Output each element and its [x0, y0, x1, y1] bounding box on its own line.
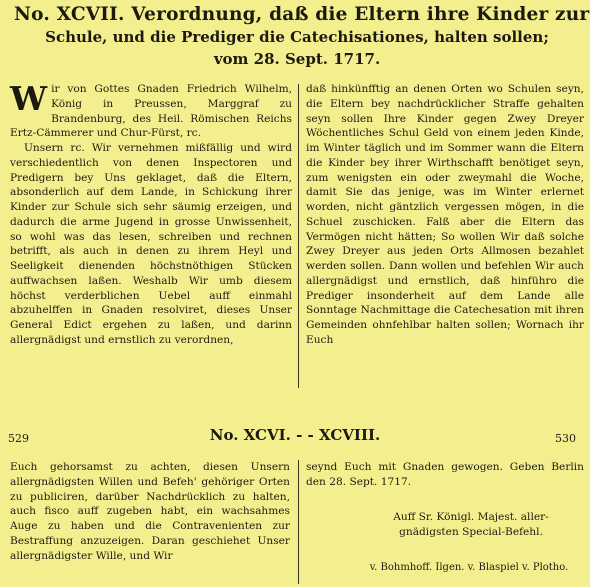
lower-right-column	[306, 460, 584, 490]
decree-title	[14, 4, 590, 70]
body-paragraph-1: Unsern rc. Wir vernehmen mißfällig und wird verschiedentlich von denen Inspectoren und Predigern bey Uns geklaget, daß die Eltern, absonderlich auf dem Lande, in Schickung ihrer Kinder zur Schule sich sehr säumig erzeigen, und dadurch die arme Jugend in grosse Unwissenheit, so wohl was das lesen, schreiben und rechnen betrifft, als auch in denen zu ihrem Heyl und Seeligkeit dienenden höchstnöthigen Stücken auffwachsen laßen. Weshalb Wir umb diesem höchst verderblichen Uebel auff einmahl abzuhelffen in Gnaden resolviret, dieses Unser General Edict ergehen zu laßen, und darinn allergnädigst und ernstlich zu verordnen,	[10, 142, 292, 346]
drop-cap: W	[10, 79, 48, 118]
title-date: vom 28. Sept. 1717.	[213, 50, 381, 68]
signatories: v. Bohmhoff. Ilgen. v. Blaspiel v. Plotho.	[369, 562, 569, 573]
column-divider-lower	[298, 460, 299, 584]
body-paragraph-2: daß hinkünfftig an denen Orten wo Schulen seyn, die Eltern bey nachdrücklicher Straffe gehalten seyn sollen Ihre Kinder gegen Zwey Dreyer Wöchentliches Schul Geld von einem jeden Kinde, im Winter täglich und im Sommer wann die Eltern die Kinder bey ihrer Wirthschafft benötiget seyn, zum wenigsten ein oder zweymahl die Woche, damit Sie das jenige, was im Winter erlernet worden, nicht gäntzlich vergessen mögen, in die Schuel zuschicken. Falß aber die Eltern das Vermögen nicht hätten; So wollen Wir daß solche Zwey Dreyer aus jeden Orts Allmosen bezahlet werden sollen. Dann wollen und befehlen Wir auch allergnädigst und ernstlich, daß hinführo die Prediger insonderheit auf dem Lande alle Sonntage Nachmittage die Catechesation mit ihren Gemeinden ohnfehlbar halten sollen; Wornach ihr Euch	[306, 83, 584, 346]
authority-line-2: gnädigsten Special-Befehl.	[399, 525, 543, 538]
page-number-left: 529	[8, 432, 29, 445]
title-line-2: Schule, und die Prediger die Catechisationes, halten sollen;	[45, 28, 549, 46]
intro-paragraph: ir von Gottes Gnaden Friedrich Wilhelm, König in Preussen, Marggraf zu Brandenburg, des Heil. Römischen Reichs Ertz-Cämmerer und Chur-Fürst, rc.	[10, 83, 292, 140]
title-line-1: No. XCVII. Verordnung, daß die Eltern ihre Kinder zur	[14, 4, 590, 25]
column-divider-upper	[298, 84, 299, 388]
dated-closing: seynd Euch mit Gnaden gewogen. Geben Berlin den 28. Sept. 1717.	[306, 461, 584, 488]
section-range-header: No. XCVI. - - XCVIII.	[209, 426, 381, 444]
authority-block	[360, 510, 582, 539]
authority-line-1: Auff Sr. Königl. Majest. aller-	[393, 511, 549, 523]
upper-left-column	[10, 79, 292, 348]
page-number-right: 530	[555, 432, 576, 445]
upper-right-column	[306, 82, 584, 348]
closing-paragraph: Euch gehorsamst zu achten, diesen Unsern allergnädigsten Willen und Befeh' gehöriger Orten zu publiciren, darüber Nachdrücklich zu halten, auch fisco auff zugeben habt, ein wachsahmes Auge zu haben und die Contravenienten zur Bestraffung anzuzeigen. Daran geschiehet Unser allergnädigster Wille, und Wir	[10, 461, 290, 562]
lower-left-column	[10, 460, 290, 563]
